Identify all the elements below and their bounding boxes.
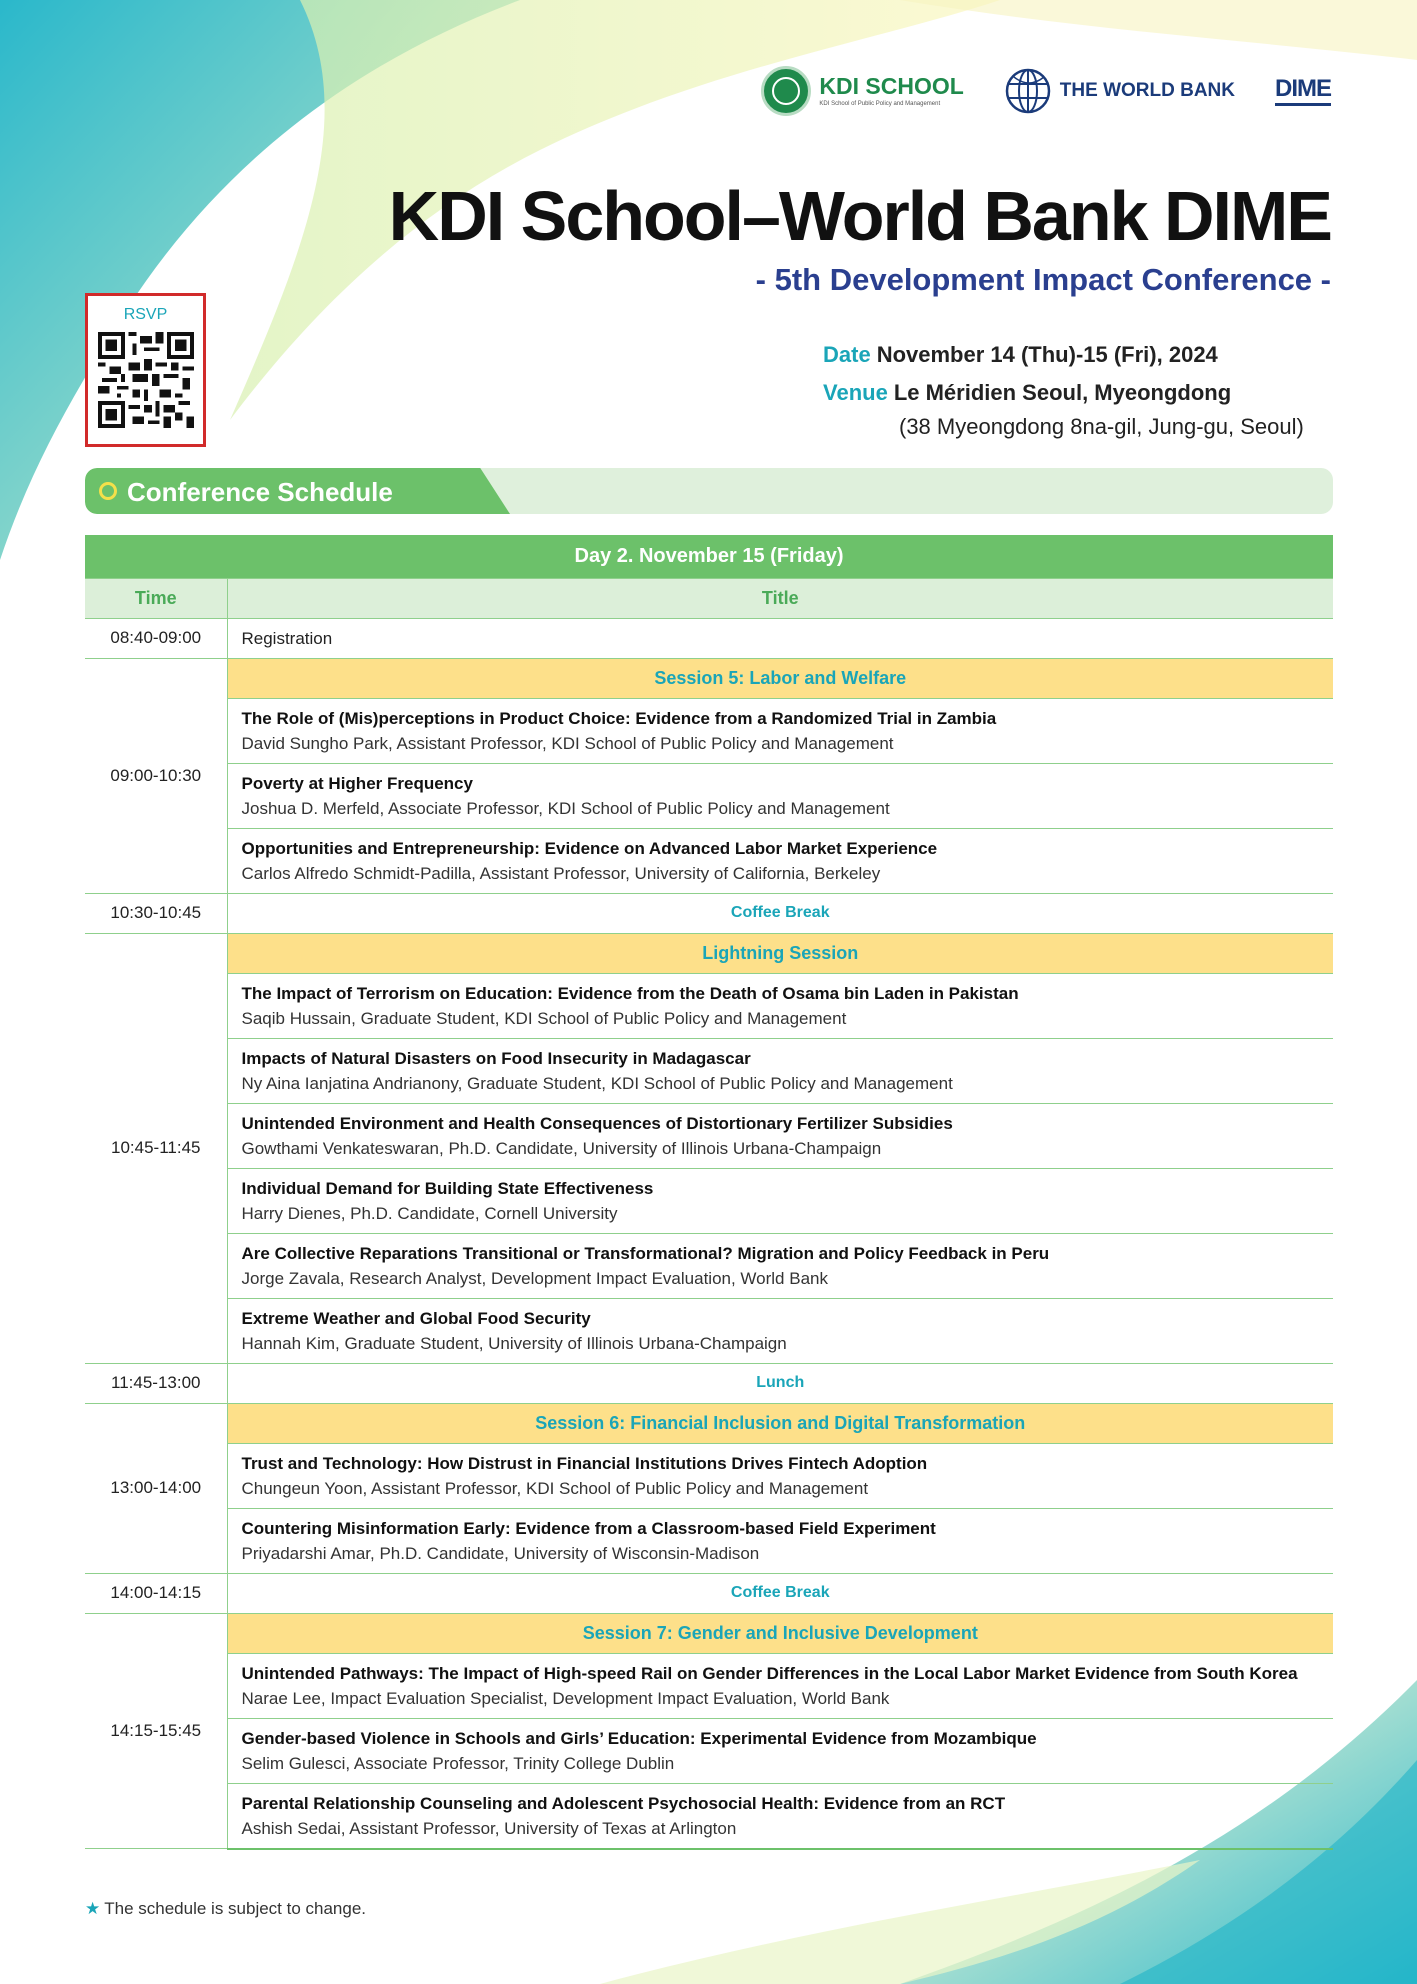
kdi-school-logo	[761, 66, 963, 116]
time-cell: 08:40-09:00	[85, 618, 227, 658]
column-header-title: Title	[227, 578, 1333, 618]
footnote	[85, 1899, 366, 1919]
table-row	[85, 1403, 1333, 1443]
kdi-logo-text: KDI SCHOOL	[819, 73, 964, 99]
talk-title: Unintended Pathways: The Impact of High-speed Rail on Gender Differences in the Local Labor Market Evidence from South Korea	[241, 1663, 1298, 1683]
venue-address: (38 Myeongdong 8na-gil, Jung-gu, Seoul)	[899, 414, 1304, 439]
talk-speaker: Hannah Kim, Graduate Student, University of Illinois Urbana-Champaign	[241, 1333, 787, 1353]
table-row	[85, 1573, 1333, 1613]
qr-code-icon[interactable]	[98, 332, 194, 428]
table-row	[85, 1168, 1333, 1233]
talk-cell	[227, 1038, 1333, 1103]
table-row	[85, 933, 1333, 973]
rsvp-label: RSVP	[123, 306, 168, 323]
registration-cell: Registration	[227, 618, 1333, 658]
break-cell: Coffee Break	[227, 1573, 1333, 1613]
page-title: KDI School–World Bank DIME	[388, 177, 1331, 255]
talk-speaker: Narae Lee, Impact Evaluation Specialist, Development Impact Evaluation, World Bank	[241, 1688, 890, 1708]
talk-title: Are Collective Reparations Transitional or Transformational? Migration and Policy Feedback in Peru	[241, 1243, 1050, 1263]
talk-cell	[227, 973, 1333, 1038]
talk-cell	[227, 1718, 1333, 1783]
talk-speaker: Jorge Zavala, Research Analyst, Development Impact Evaluation, World Bank	[241, 1268, 828, 1288]
globe-icon	[1004, 67, 1052, 115]
circle-bullet-icon	[99, 482, 117, 500]
talk-speaker: Selim Gulesci, Associate Professor, Trinity College Dublin	[241, 1753, 675, 1773]
talk-title: Impacts of Natural Disasters on Food Insecurity in Madagascar	[241, 1048, 751, 1068]
session-header: Session 6: Financial Inclusion and Digital Transformation	[227, 1403, 1333, 1443]
table-row	[85, 1363, 1333, 1403]
partner-logos	[761, 66, 1331, 116]
table-row	[85, 1718, 1333, 1783]
talk-title: Extreme Weather and Global Food Security	[241, 1308, 591, 1328]
talk-title: Unintended Environment and Health Consequences of Distortionary Fertilizer Subsidies	[241, 1113, 953, 1133]
kdi-logo-subtext: KDI School of Public Policy and Management	[819, 101, 941, 107]
table-row	[85, 618, 1333, 658]
date-value: November 14 (Thu)-15 (Fri), 2024	[876, 342, 1218, 367]
time-cell: 09:00-10:30	[85, 658, 227, 893]
talk-cell	[227, 828, 1333, 893]
world-bank-logo	[1004, 67, 1235, 115]
talk-cell	[227, 1443, 1333, 1508]
talk-title: Trust and Technology: How Distrust in Financial Institutions Drives Fintech Adoption	[241, 1453, 928, 1473]
dime-logo-text: DIME	[1275, 77, 1331, 106]
table-row	[85, 1103, 1333, 1168]
table-row	[85, 1443, 1333, 1508]
session-header: Session 7: Gender and Inclusive Development	[227, 1613, 1333, 1653]
talk-cell	[227, 1233, 1333, 1298]
talk-title: The Impact of Terrorism on Education: Evidence from the Death of Osama bin Laden in Pakistan	[241, 983, 1019, 1003]
section-header-bar	[85, 468, 1333, 514]
talk-title: The Role of (Mis)perceptions in Product Choice: Evidence from a Randomized Trial in Zambia	[241, 708, 997, 728]
talk-cell	[227, 1103, 1333, 1168]
talk-title: Countering Misinformation Early: Evidence from a Classroom-based Field Experiment	[241, 1518, 936, 1538]
table-row	[85, 763, 1333, 828]
venue-row	[823, 380, 1304, 406]
talk-title: Opportunities and Entrepreneurship: Evidence on Advanced Labor Market Experience	[241, 838, 938, 858]
talk-cell	[227, 1298, 1333, 1363]
date-row	[823, 342, 1304, 368]
talk-cell	[227, 1653, 1333, 1718]
table-row	[85, 658, 1333, 698]
talk-cell	[227, 1168, 1333, 1233]
date-label: Date	[823, 342, 871, 367]
time-cell: 13:00-14:00	[85, 1403, 227, 1573]
talk-speaker: Joshua D. Merfeld, Associate Professor, KDI School of Public Policy and Management	[241, 798, 890, 818]
time-cell: 10:45-11:45	[85, 933, 227, 1363]
talk-cell	[227, 1508, 1333, 1573]
talk-title: Gender-based Violence in Schools and Girls’ Education: Experimental Evidence from Mozambique	[241, 1728, 1037, 1748]
table-row	[85, 698, 1333, 763]
talk-speaker: Ashish Sedai, Assistant Professor, University of Texas at Arlington	[241, 1818, 737, 1838]
talk-speaker: Harry Dienes, Ph.D. Candidate, Cornell University	[241, 1203, 618, 1223]
talk-title: Individual Demand for Building State Effectiveness	[241, 1178, 654, 1198]
talk-speaker: Priyadarshi Amar, Ph.D. Candidate, University of Wisconsin-Madison	[241, 1543, 760, 1563]
time-cell: 14:00-14:15	[85, 1573, 227, 1613]
session-header: Lightning Session	[227, 933, 1333, 973]
talk-cell	[227, 698, 1333, 763]
talk-cell	[227, 1783, 1333, 1849]
time-cell: 10:30-10:45	[85, 893, 227, 933]
world-bank-logo-text: THE WORLD BANK	[1059, 80, 1235, 101]
table-row	[85, 1233, 1333, 1298]
venue-label: Venue	[823, 380, 888, 405]
rsvp-box[interactable]	[85, 293, 206, 447]
schedule-table	[85, 535, 1333, 1850]
dime-logo	[1275, 74, 1331, 106]
break-cell: Coffee Break	[227, 893, 1333, 933]
table-row	[85, 1038, 1333, 1103]
talk-speaker: Ny Aina Ianjatina Andrianony, Graduate Student, KDI School of Public Policy and Management	[241, 1073, 953, 1093]
time-cell: 14:15-15:45	[85, 1613, 227, 1849]
table-row	[85, 828, 1333, 893]
table-row	[85, 973, 1333, 1038]
section-title: Conference Schedule	[127, 477, 393, 507]
footnote-text: The schedule is subject to change.	[104, 1899, 367, 1918]
table-row	[85, 1613, 1333, 1653]
talk-speaker: Gowthami Venkateswaran, Ph.D. Candidate, University of Illinois Urbana-Champaign	[241, 1138, 882, 1158]
venue-value: Le Méridien Seoul, Myeongdong	[893, 380, 1232, 405]
page-subtitle: - 5th Development Impact Conference -	[755, 262, 1331, 297]
event-info	[823, 342, 1304, 440]
talk-title: Parental Relationship Counseling and Adolescent Psychosocial Health: Evidence from an RCT	[241, 1793, 1006, 1813]
kdi-emblem-icon	[761, 66, 811, 116]
table-row	[85, 1298, 1333, 1363]
day-header: Day 2. November 15 (Friday)	[85, 535, 1333, 578]
talk-title: Poverty at Higher Frequency	[241, 773, 473, 793]
talk-speaker: David Sungho Park, Assistant Professor, KDI School of Public Policy and Management	[241, 733, 894, 753]
talk-speaker: Saqib Hussain, Graduate Student, KDI School of Public Policy and Management	[241, 1008, 847, 1028]
table-row	[85, 1653, 1333, 1718]
talk-cell	[227, 763, 1333, 828]
table-row	[85, 1508, 1333, 1573]
break-cell: Lunch	[227, 1363, 1333, 1403]
talk-speaker: Chungeun Yoon, Assistant Professor, KDI School of Public Policy and Management	[241, 1478, 869, 1498]
table-row	[85, 893, 1333, 933]
star-icon: ★	[85, 1899, 101, 1918]
talk-speaker: Carlos Alfredo Schmidt-Padilla, Assistant Professor, University of California, Berkeley	[241, 863, 881, 883]
time-cell: 11:45-13:00	[85, 1363, 227, 1403]
session-header: Session 5: Labor and Welfare	[227, 658, 1333, 698]
column-header-time: Time	[85, 578, 227, 618]
table-row	[85, 1783, 1333, 1849]
